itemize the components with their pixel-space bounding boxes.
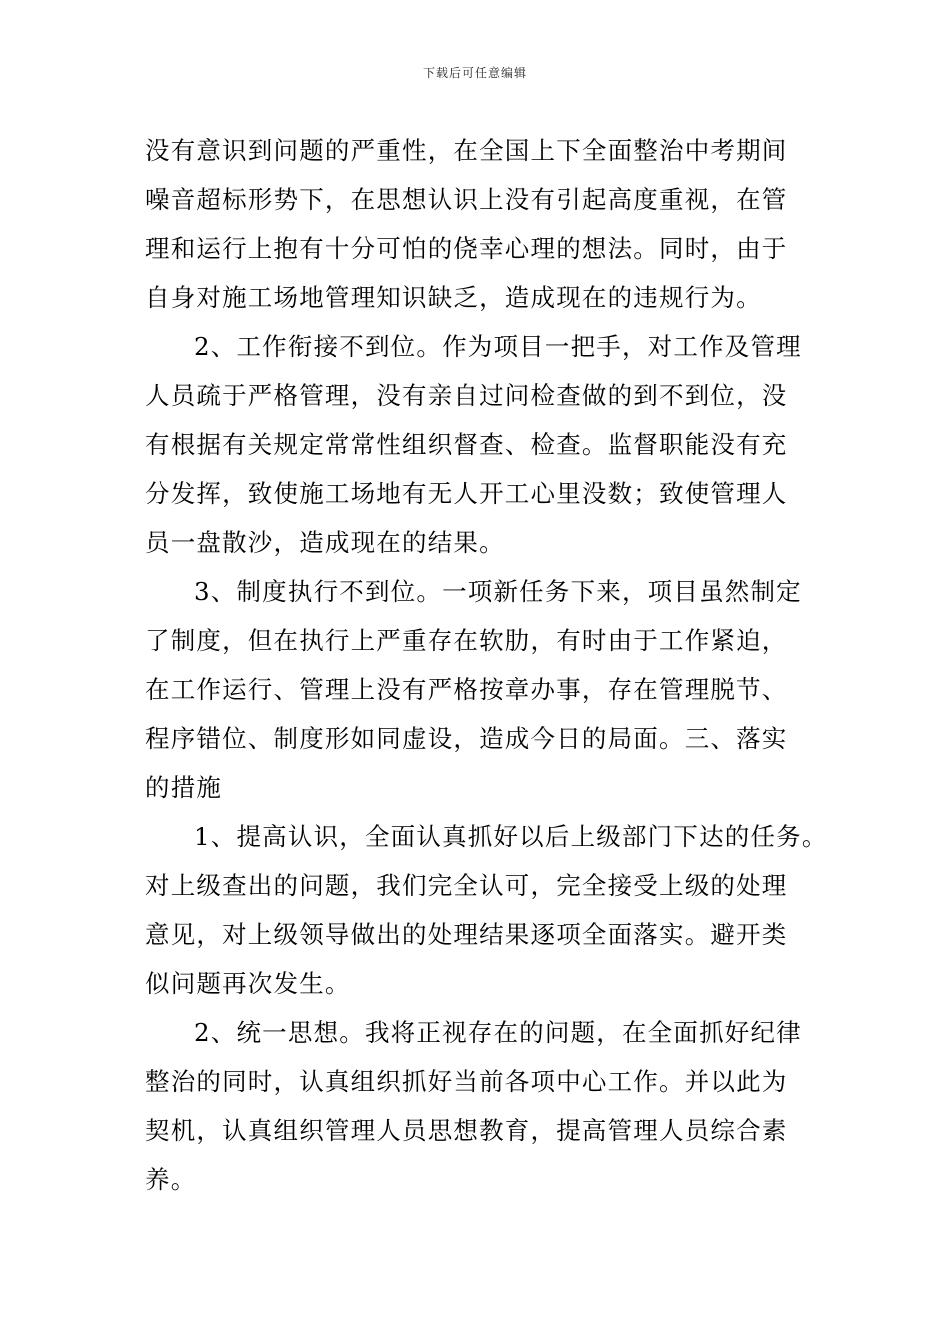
paragraph — [145, 812, 828, 1008]
text-line: 2、统一思想。我将正视存在的问题，在全面抓好纪律 — [194, 1018, 802, 1047]
paragraph — [145, 1008, 815, 1204]
text-line: 整治的同时，认真组织抓好当前各项中心工作。并以此为 — [145, 1067, 788, 1096]
page-header: 下载后可任意编辑 — [422, 66, 527, 80]
text-line: 契机，认真组织管理人员思想教育，提高管理人员综合素 — [145, 1116, 788, 1145]
paragraph — [145, 567, 815, 812]
text-line: 意见，对上级领导做出的处理结果逐项全面落实。避开类 — [145, 920, 788, 949]
text-line: 的措施 — [145, 773, 223, 802]
text-line: 有根据有关规定常常性组织督查、检查。监督职能没有充 — [145, 430, 788, 459]
text-line: 2、工作衔接不到位。作为项目一把手，对工作及管理 — [194, 332, 802, 361]
text-line: 噪音超标形势下，在思想认识上没有引起高度重视，在管 — [145, 185, 788, 214]
text-line: 程序错位、制度形如同虚设，造成今日的局面。三、落实 — [145, 724, 788, 753]
paragraph — [145, 322, 815, 567]
text-line: 没有意识到问题的严重性，在全国上下全面整治中考期间 — [145, 136, 788, 165]
text-line: 分发挥，致使施工场地有无人开工心里没数；致使管理人 — [145, 479, 788, 508]
text-line: 1、提高认识，全面认真抓好以后上级部门下达的任务。 — [194, 822, 828, 851]
paragraph — [145, 126, 815, 322]
text-line: 在工作运行、管理上没有严格按章办事，存在管理脱节、 — [145, 675, 788, 704]
text-line: 养。 — [145, 1165, 197, 1194]
document-body — [145, 126, 828, 1204]
text-line: 理和运行上抱有十分可怕的侥幸心理的想法。同时，由于 — [145, 234, 788, 263]
text-line: 3、制度执行不到位。一项新任务下来，项目虽然制定 — [194, 577, 802, 606]
text-line: 自身对施工场地管理知识缺乏，造成现在的违规行为。 — [145, 283, 762, 312]
text-line: 对上级查出的问题，我们完全认可，完全接受上级的处理 — [145, 871, 788, 900]
text-line: 人员疏于严格管理，没有亲自过问检查做的到不到位，没 — [145, 381, 788, 410]
text-line: 员一盘散沙，造成现在的结果。 — [145, 528, 505, 557]
text-line: 了制度，但在执行上严重存在软肋，有时由于工作紧迫， — [145, 626, 788, 655]
text-line: 似问题再次发生。 — [145, 969, 351, 998]
